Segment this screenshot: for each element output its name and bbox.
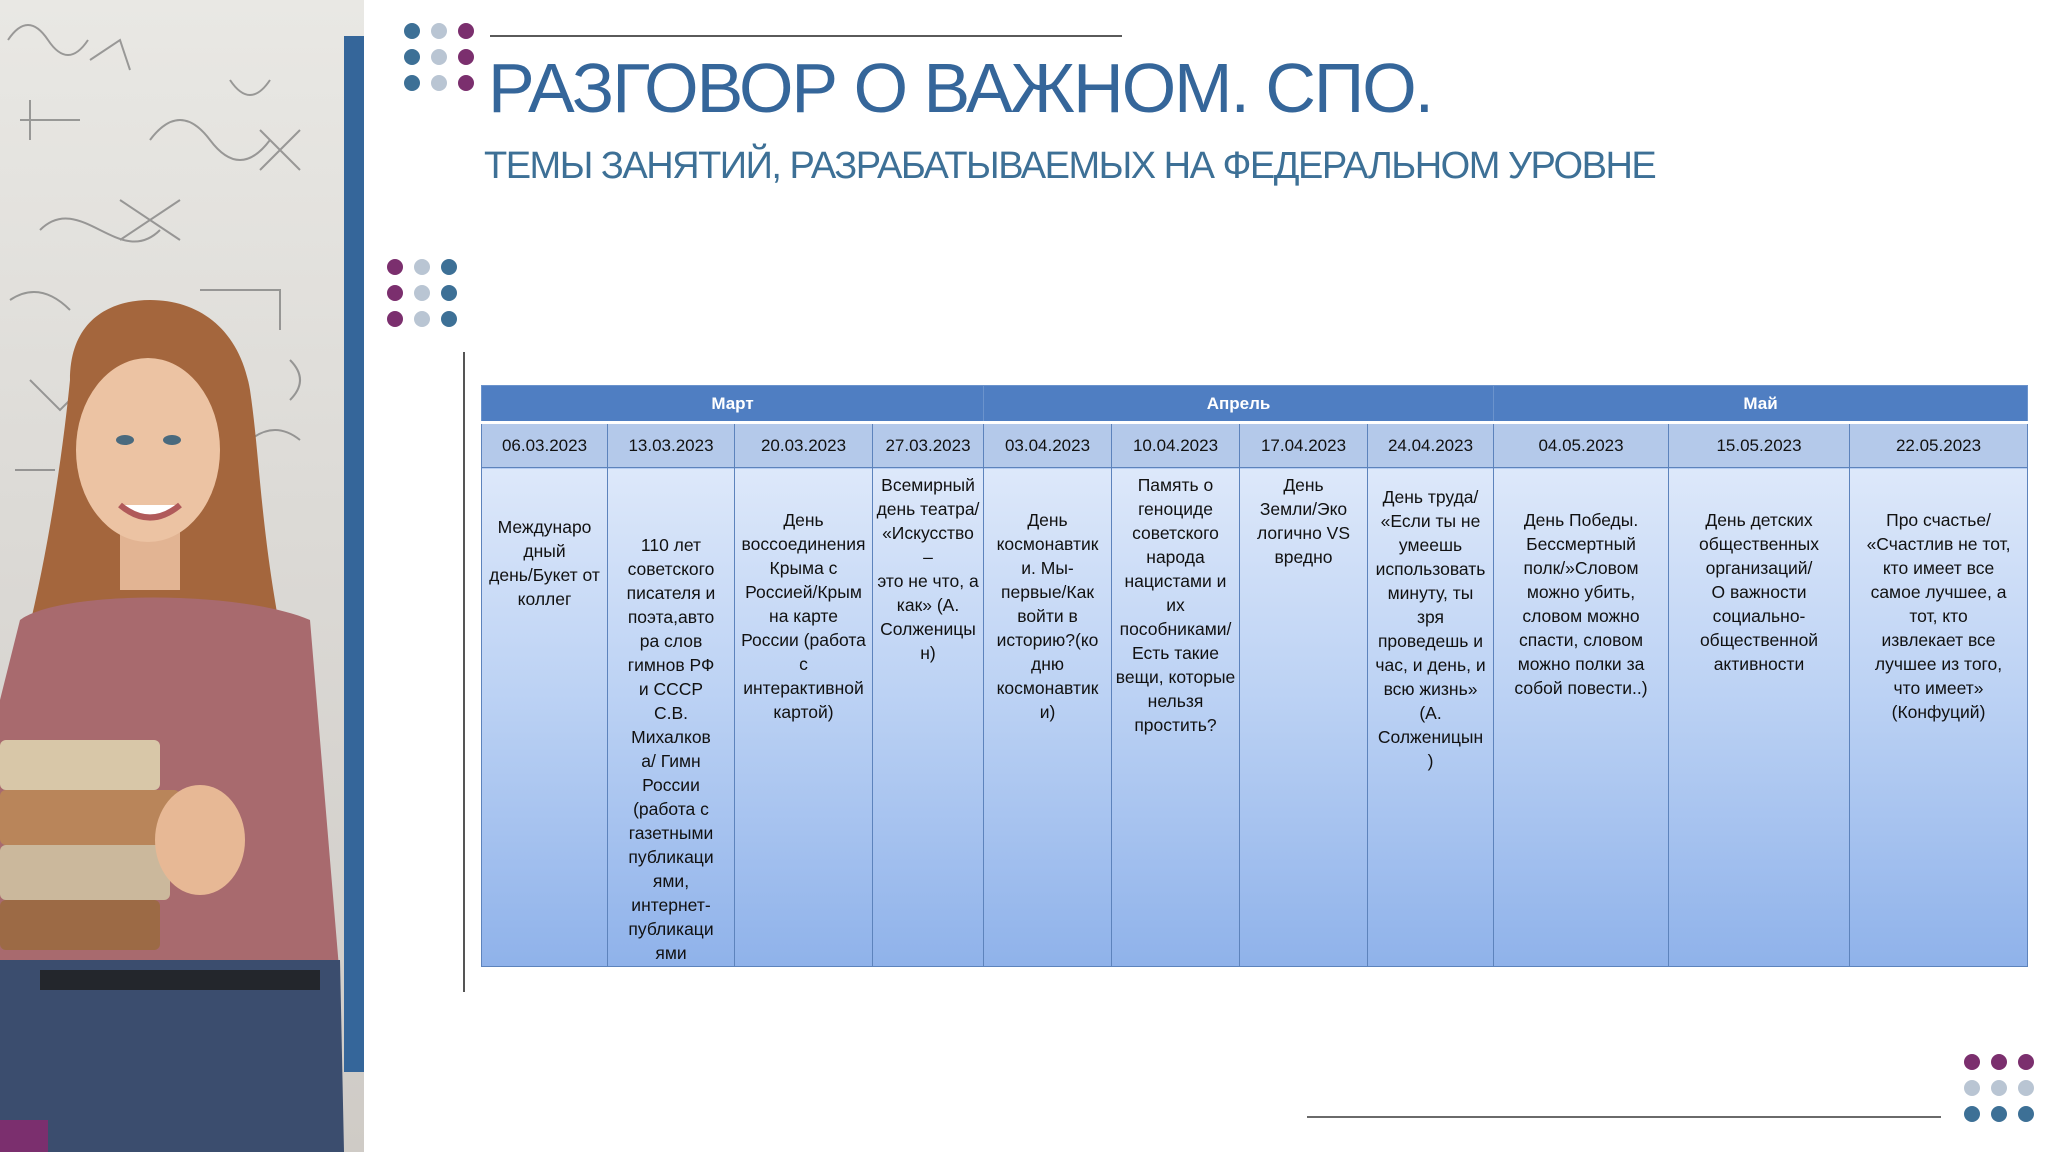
dot <box>431 75 447 91</box>
dot <box>1991 1080 2007 1096</box>
dot <box>2018 1080 2034 1096</box>
date-cell: 15.05.2023 <box>1669 423 1850 468</box>
month-header-april: Апрель <box>984 386 1494 423</box>
topic-cell <box>1669 468 1850 967</box>
topic-text: Про счастье/ «Счастлив не тот, кто имеет все самое лучшее, а тот, кто извлекает все лучшее из того, что имеет» (Конфуций) <box>1866 510 2011 722</box>
dot <box>1964 1106 1980 1122</box>
month-header-row <box>482 386 2028 423</box>
dots-top <box>404 23 474 91</box>
date-cell: 04.05.2023 <box>1494 423 1669 468</box>
month-header-march: Март <box>482 386 984 423</box>
dot <box>1964 1054 1980 1070</box>
date-cell: 22.05.2023 <box>1850 423 2028 468</box>
date-cell: 13.03.2023 <box>608 423 735 468</box>
dot <box>1991 1054 2007 1070</box>
dot <box>404 75 420 91</box>
topic-text: День Победы. Бессмертный полк/»Словом можно убить, словом можно спасти, словом можно полки за собой повести..) <box>1514 510 1648 698</box>
dot <box>441 285 457 301</box>
dot <box>431 23 447 39</box>
vertical-divider <box>463 352 465 992</box>
dot <box>458 75 474 91</box>
topic-text: День труда/ «Если ты не умеешь использовать минуту, ты зря проведешь и час, и день, и всю жизнь» (А. Солженицын ) <box>1375 487 1486 771</box>
dot <box>387 259 403 275</box>
eye-right <box>163 435 181 445</box>
dot <box>414 259 430 275</box>
date-cell: 06.03.2023 <box>482 423 608 468</box>
dot <box>387 285 403 301</box>
dot <box>431 49 447 65</box>
dot <box>458 49 474 65</box>
dot <box>2018 1054 2034 1070</box>
topic-text: 110 лет советского писателя и поэта,авто ра слов гимнов РФ и СССР С.В. Михалков а/ Гимн России (работа с газетными публикаци ями, интернет- публикаци ями <box>626 535 716 963</box>
book <box>0 790 180 845</box>
book <box>0 900 160 950</box>
page-title: РАЗГОВОР О ВАЖНОМ. СПО. <box>488 49 1433 127</box>
dot <box>387 311 403 327</box>
dot <box>414 311 430 327</box>
belt <box>40 970 320 990</box>
date-cell: 17.04.2023 <box>1240 423 1368 468</box>
date-cell: 27.03.2023 <box>873 423 984 468</box>
photo-illustration <box>0 0 364 1152</box>
dot <box>1991 1106 2007 1122</box>
dots-bottom <box>1964 1054 2034 1122</box>
date-header-row <box>482 423 2028 468</box>
dot <box>1964 1080 1980 1096</box>
dot <box>414 285 430 301</box>
photo-accent-bar <box>344 36 364 1072</box>
topic-cell <box>873 468 984 967</box>
topic-cell <box>1240 468 1368 967</box>
dot <box>404 49 420 65</box>
schedule-table <box>481 385 2028 967</box>
topic-text: Всемирный день театра/ «Искусство – это не что, а как» (А. Солженицы н) <box>876 475 980 663</box>
student-photo <box>0 0 364 1152</box>
page-subtitle: ТЕМЫ ЗАНЯТИЙ, РАЗРАБАТЫВАЕМЫХ НА ФЕДЕРАЛЬНОМ УРОВНЕ <box>484 145 1656 187</box>
date-cell: 10.04.2023 <box>1112 423 1240 468</box>
topic-row <box>482 468 2028 967</box>
eye-left <box>116 435 134 445</box>
topic-cell <box>1112 468 1240 967</box>
topic-cell <box>1368 468 1494 967</box>
topic-text: Междунаро дный день/Букет от коллег <box>489 517 600 609</box>
date-cell: 24.04.2023 <box>1368 423 1494 468</box>
month-header-may: Май <box>1494 386 2028 423</box>
topic-text: День Земли/Эко логично VS вредно <box>1256 475 1351 567</box>
date-cell: 20.03.2023 <box>735 423 873 468</box>
dot <box>2018 1106 2034 1122</box>
book <box>0 740 160 790</box>
topic-cell <box>1850 468 2028 967</box>
hand <box>155 785 245 895</box>
book <box>0 845 170 900</box>
topic-text: День воссоединения Крыма с Россией/Крым на карте России (работа с интерактивной картой) <box>741 510 866 722</box>
dot <box>441 311 457 327</box>
topic-cell <box>1494 468 1669 967</box>
topic-text: День детских общественных организаций/ О важности социально- общественной активности <box>1699 510 1819 674</box>
topic-cell <box>608 468 735 967</box>
dots-middle <box>387 259 457 327</box>
dot <box>458 23 474 39</box>
dot <box>441 259 457 275</box>
date-cell: 03.04.2023 <box>984 423 1112 468</box>
topic-cell <box>482 468 608 967</box>
topic-text: День космонавтик и. Мы- первые/Как войти в историю?(ко дню космонавтик и) <box>996 510 1099 722</box>
title-rule <box>490 35 1122 37</box>
dot <box>404 23 420 39</box>
topic-cell <box>984 468 1112 967</box>
topic-text: Память о геноциде советского народа нацистами и их пособниками/ Есть такие вещи, которые нельзя простить? <box>1115 475 1236 735</box>
photo-corner-accent <box>0 1120 48 1152</box>
bottom-rule <box>1307 1116 1941 1118</box>
topic-cell <box>735 468 873 967</box>
